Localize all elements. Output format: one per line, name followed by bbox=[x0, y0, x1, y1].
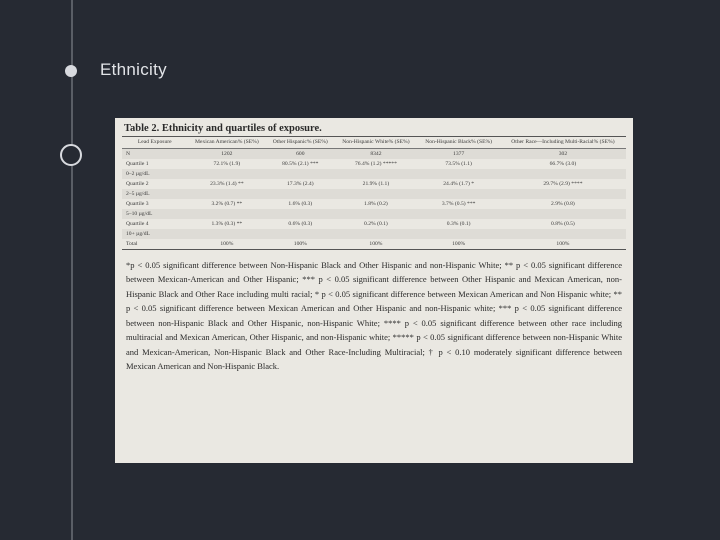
table-cell: 23.3% (1.4) ** bbox=[210, 180, 244, 187]
table-cell: 8342 bbox=[334, 148, 417, 159]
table-cell: 76.4% (1.2) ***** bbox=[354, 160, 397, 167]
slide-title: Ethnicity bbox=[100, 60, 167, 79]
row-label: Quartile 3 bbox=[126, 200, 149, 207]
row-label: Quartile 2 bbox=[126, 180, 149, 187]
table-cell bbox=[266, 169, 334, 179]
row-label: Quartile 4 bbox=[126, 220, 149, 227]
table-cell: 21.9% (1.1) bbox=[362, 180, 390, 187]
table-cell: 100% bbox=[293, 240, 307, 247]
table-footnote: *p < 0.05 significant difference between Non-Hispanic Black and Other Hispanic and non-Hispanic White; ** p < 0.05 significant difference between Mexican-American and Other Hispanic; *** p < 0.05 significant difference between Other Hispanic and Mexican American, non-Hispanic Black and Other Race including multi racial; * p < 0.05 significant difference between Mexican American and Non Hispanic white; ** p < 0.05 significant difference between Mexican American and Other Hispanic and non-Hispanic white; *** p < 0.05 significant difference between non-Hispanic Black and Other Hispanic, non-Hispanic White; **** p < 0.05 significant difference between other race including multiracial and Mexican American, Other Hispanic, and non-Hispanic white; ***** p < 0.05 significant difference between non-Hispanic White and Mexican-American, Non-Hispanic Black and Other Race-Including Multiracial; † p < 0.10 moderately significant difference between Mexican American and Non-Hispanic Black. bbox=[126, 259, 622, 372]
table-cell bbox=[266, 189, 334, 199]
table-row bbox=[122, 189, 626, 199]
table-cell: 3.2% (0.7) ** bbox=[211, 200, 243, 207]
ethnicity-exposure-table bbox=[122, 136, 626, 250]
table-cell bbox=[334, 169, 417, 179]
table-cell: 3.7% (0.5) *** bbox=[441, 200, 476, 207]
table-cell: 0.2% (0.1) bbox=[364, 220, 388, 227]
table-cell bbox=[500, 209, 626, 219]
table-cell: 0.3% (0.1) bbox=[446, 220, 471, 227]
table-header-row bbox=[122, 137, 626, 149]
table-cell: 1377 bbox=[417, 148, 499, 159]
table-cell: 0.8% (0.5) bbox=[551, 220, 575, 227]
table-row bbox=[122, 209, 626, 219]
table-cell bbox=[417, 169, 499, 179]
table-cell bbox=[334, 209, 417, 219]
table-cell: 600 bbox=[266, 148, 334, 159]
table-cell bbox=[417, 189, 499, 199]
table-cell: 66.7% (3.0) bbox=[549, 160, 577, 167]
timeline-line bbox=[71, 0, 73, 540]
table-row bbox=[122, 199, 626, 209]
table-cell bbox=[334, 189, 417, 199]
table-cell: 80.5% (2.1) *** bbox=[282, 160, 319, 167]
table-cell bbox=[188, 169, 267, 179]
timeline-bullet-ring bbox=[60, 144, 82, 166]
row-label: 5–10 µg/dL bbox=[122, 209, 188, 219]
row-label: 2–5 µg/dL bbox=[122, 189, 188, 199]
row-label: Quartile 1 bbox=[126, 160, 149, 167]
table-cell: 24.4% (1.7) * bbox=[443, 180, 475, 187]
table-cell: 17.3% (2.4) bbox=[287, 180, 314, 187]
table-cell: 72.1% (1.9) bbox=[213, 160, 241, 167]
table-image-panel bbox=[115, 118, 633, 463]
table-cell: 73.5% (1.1) bbox=[445, 160, 472, 167]
table-cell bbox=[188, 209, 267, 219]
table-cell bbox=[500, 169, 626, 179]
table-row bbox=[122, 179, 626, 189]
table-cell bbox=[500, 229, 626, 239]
header-mexican-american: Mexican American% (SE%) bbox=[188, 137, 267, 149]
table-row bbox=[122, 148, 626, 159]
table-cell bbox=[417, 209, 499, 219]
header-other-hispanic: Other Hispanic% (SE%) bbox=[266, 137, 334, 149]
table-cell bbox=[417, 229, 499, 239]
timeline-bullet-filled bbox=[65, 65, 77, 77]
table-cell bbox=[266, 209, 334, 219]
table-cell: 100% bbox=[452, 240, 466, 247]
table-cell bbox=[266, 229, 334, 239]
table-cell: 1.8% (0.2) bbox=[364, 200, 388, 207]
table-cell: 100% bbox=[556, 240, 570, 247]
header-lead-exposure: Lead Exposure bbox=[122, 137, 188, 149]
table-cell bbox=[188, 189, 267, 199]
row-label: N bbox=[122, 148, 188, 159]
table-row-total bbox=[122, 239, 626, 250]
table-row bbox=[122, 169, 626, 179]
row-label: 10+ µg/dL bbox=[122, 229, 188, 239]
table-caption: Table 2. Ethnicity and quartiles of exposure. bbox=[124, 123, 322, 134]
header-non-hispanic-black: Non-Hispanic Black% (SE%) bbox=[417, 137, 499, 149]
table-cell: 0.6% (0.3) bbox=[288, 220, 313, 227]
table-cell: 100% bbox=[369, 240, 383, 247]
header-non-hispanic-white: Non-Hispanic White% (SE%) bbox=[334, 137, 417, 149]
table-cell bbox=[334, 229, 417, 239]
table-cell: 100% bbox=[220, 240, 234, 247]
table-cell: 1.6% (0.3) bbox=[288, 200, 313, 207]
table-cell bbox=[188, 229, 267, 239]
table-cell: 1202 bbox=[188, 148, 267, 159]
table-cell: 29.7% (2.9) **** bbox=[543, 180, 583, 187]
table-cell: 1.3% (0.3) ** bbox=[211, 220, 243, 227]
table-cell bbox=[500, 189, 626, 199]
table-cell: 302 bbox=[500, 148, 626, 159]
table-cell: 2.9% (0.8) bbox=[551, 200, 575, 207]
header-other-race: Other Race—Including Multi-Racial% (SE%) bbox=[500, 137, 626, 149]
table-row bbox=[122, 159, 626, 169]
table-row bbox=[122, 219, 626, 229]
table-row bbox=[122, 229, 626, 239]
row-label: Total bbox=[126, 240, 138, 247]
row-label: 0–2 µg/dL bbox=[122, 169, 188, 179]
